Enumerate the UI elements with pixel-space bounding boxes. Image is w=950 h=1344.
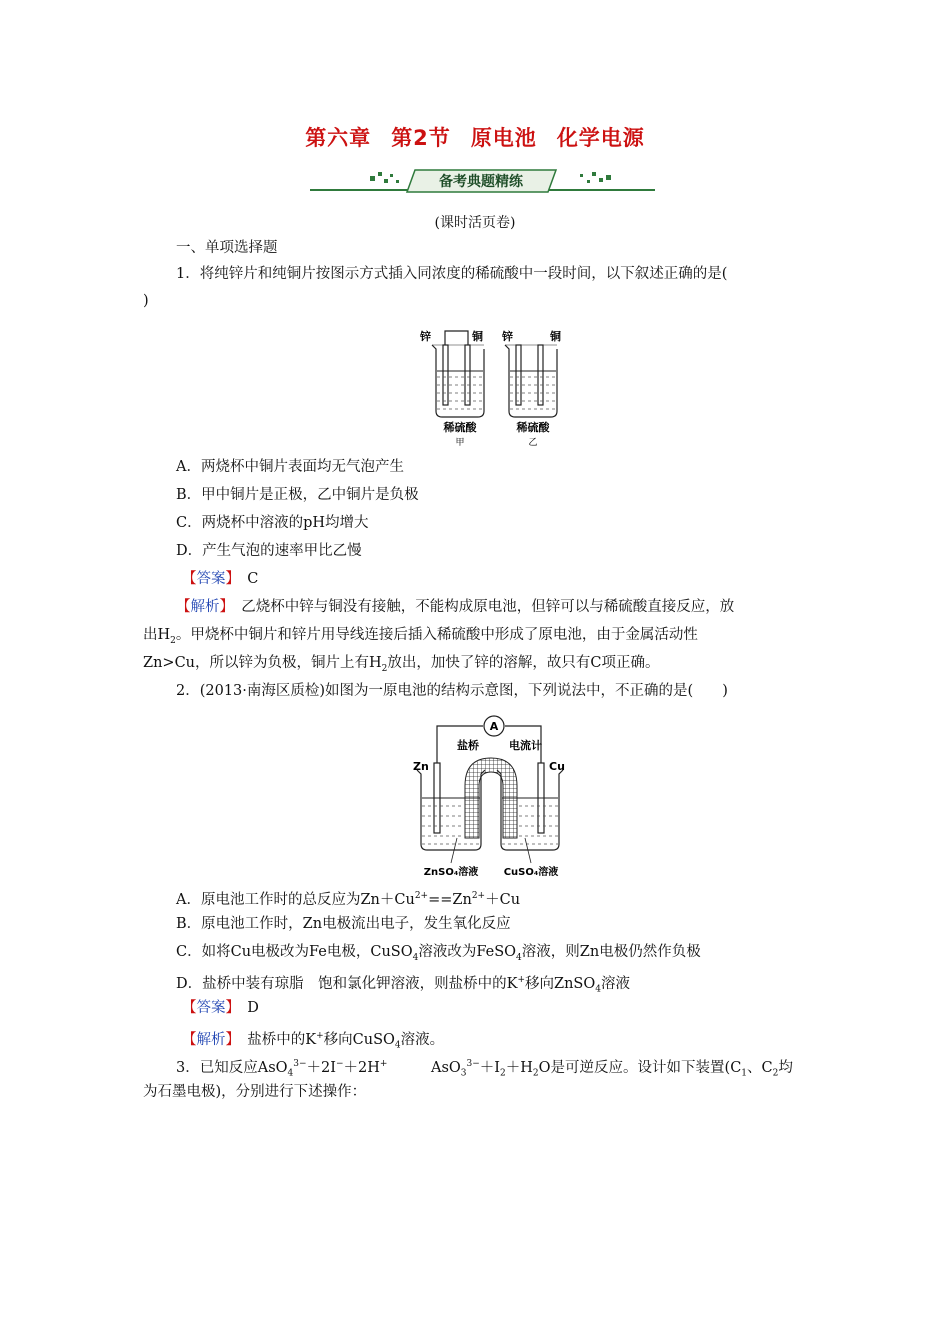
q2-option-d: D．盐桥中装有琼脂 饱和氯化钾溶液，则盐桥中的K+移向ZnSO$_4$溶液 xyxy=(176,975,630,995)
q2-cuso4-label: CuSO₄溶液 xyxy=(503,867,559,878)
q2-cu-label: Cu xyxy=(549,760,565,773)
q2-stem: 2．(2013·南海区质检)如图为一原电池的结构示意图，下列说法中，不正确的是( ) xyxy=(176,683,728,699)
q1-analysis-tag: 【解析】 xyxy=(176,599,227,615)
q1-stem-end: ) xyxy=(143,293,149,309)
q1-option-d: D．产生气泡的速率甲比乙慢 xyxy=(176,543,362,559)
q1-answer xyxy=(182,569,258,589)
section-heading: 一、单项选择题 xyxy=(176,240,278,256)
q1-stem: 1．将纯锌片和纯铜片按图示方式插入同浓度的稀硫酸中一段时间，以下叙述正确的是( xyxy=(176,266,728,282)
q2-option-b: B．原电池工作时，Zn电极流出电子，发生氧化反应 xyxy=(176,916,511,932)
q2-analysis: 【解析】 盐桥中的K+移向CuSO$_4$溶液。 xyxy=(182,1031,445,1051)
q2-answer-tag: 【答案】 xyxy=(182,1000,233,1016)
q1-answer-tag: 【答案】 xyxy=(182,571,233,587)
q1-label-jia: 甲 xyxy=(455,438,465,448)
q2-zn-label: Zn xyxy=(413,760,429,773)
q2-answer-value: D xyxy=(247,1000,259,1016)
q1-analysis-line-2: 出$H_2$。甲烧杯中铜片和锌片用导线连接后插入稀硫酸中形成了原电池，由于金属活动性 xyxy=(143,627,698,646)
q2-answer xyxy=(182,998,259,1018)
q1-analysis-line-3: Zn>Cu，所以锌为负极，铜片上有$H_2$放出，加快了锌的溶解，故只有C项正确。 xyxy=(143,655,660,674)
q1-answer-value: C xyxy=(247,571,259,587)
q1-label-zinc-jia: 锌 xyxy=(420,330,431,343)
q1-option-b: B．甲中铜片是正极，乙中铜片是负极 xyxy=(176,487,419,503)
q1-label-acid-jia: 稀硫酸 xyxy=(443,421,477,434)
q1-label-acid-yi: 稀硫酸 xyxy=(516,421,550,434)
q1-option-a: A．两烧杯中铜片表面均无气泡产生 xyxy=(176,459,404,475)
q2-analysis-tag: 【解析】 xyxy=(182,1031,233,1048)
title-topic-2: 化学电源 xyxy=(556,126,645,150)
q2-option-c: C．如将Cu电极改为Fe电极，CuSO$_4$溶液改为FeSO$_4$溶液，则Zn电极仍然作负极 xyxy=(176,944,701,963)
q2-znso4-label: ZnSO₄溶液 xyxy=(423,867,479,878)
q1-option-c: C．两烧杯中溶液的pH均增大 xyxy=(176,515,369,531)
page-title xyxy=(0,122,950,152)
q2-galvanic-cell-figure xyxy=(405,708,580,880)
q3-stem-line-2: 为石墨电极)，分别进行下述操作： xyxy=(143,1084,367,1100)
q1-label-copper-jia: 铜 xyxy=(472,330,483,343)
q3-stem-line-1: 3．已知反应AsO$_4^{3-}$＋2I−＋2H+ $AsO_3^{3-}+I_2+H_2O$是可逆反应。设计如下装置($C_1$、$C_2$均 xyxy=(176,1059,793,1079)
q1-label-zinc-yi: 锌 xyxy=(502,330,513,343)
q2-option-a: A．原电池工作时的总反应为$Zn+Cu^{2+}==Zn^{2+}+Cu$ xyxy=(176,891,521,908)
q1-label-copper-yi: 铜 xyxy=(550,330,561,343)
q1-beaker-figure xyxy=(410,325,580,450)
section-banner xyxy=(310,166,655,196)
q2-ammeter-label: A xyxy=(489,720,499,733)
title-chapter: 第六章 xyxy=(305,126,372,150)
q1-label-yi: 乙 xyxy=(528,438,538,448)
q2-salt-bridge-label: 盐桥 xyxy=(457,739,479,752)
title-section: 第2节 xyxy=(391,126,451,150)
banner-text: 备考典题精练 xyxy=(439,174,523,190)
subtitle: (课时活页卷) xyxy=(434,215,516,231)
title-topic-1: 原电池 xyxy=(470,126,537,150)
q2-ammeter-name-label: 电流计 xyxy=(509,739,542,752)
q1-analysis-line-1: 【解析】 乙烧杯中锌与铜没有接触，不能构成原电池，但锌可以与稀硫酸直接反应，放 xyxy=(176,599,735,615)
